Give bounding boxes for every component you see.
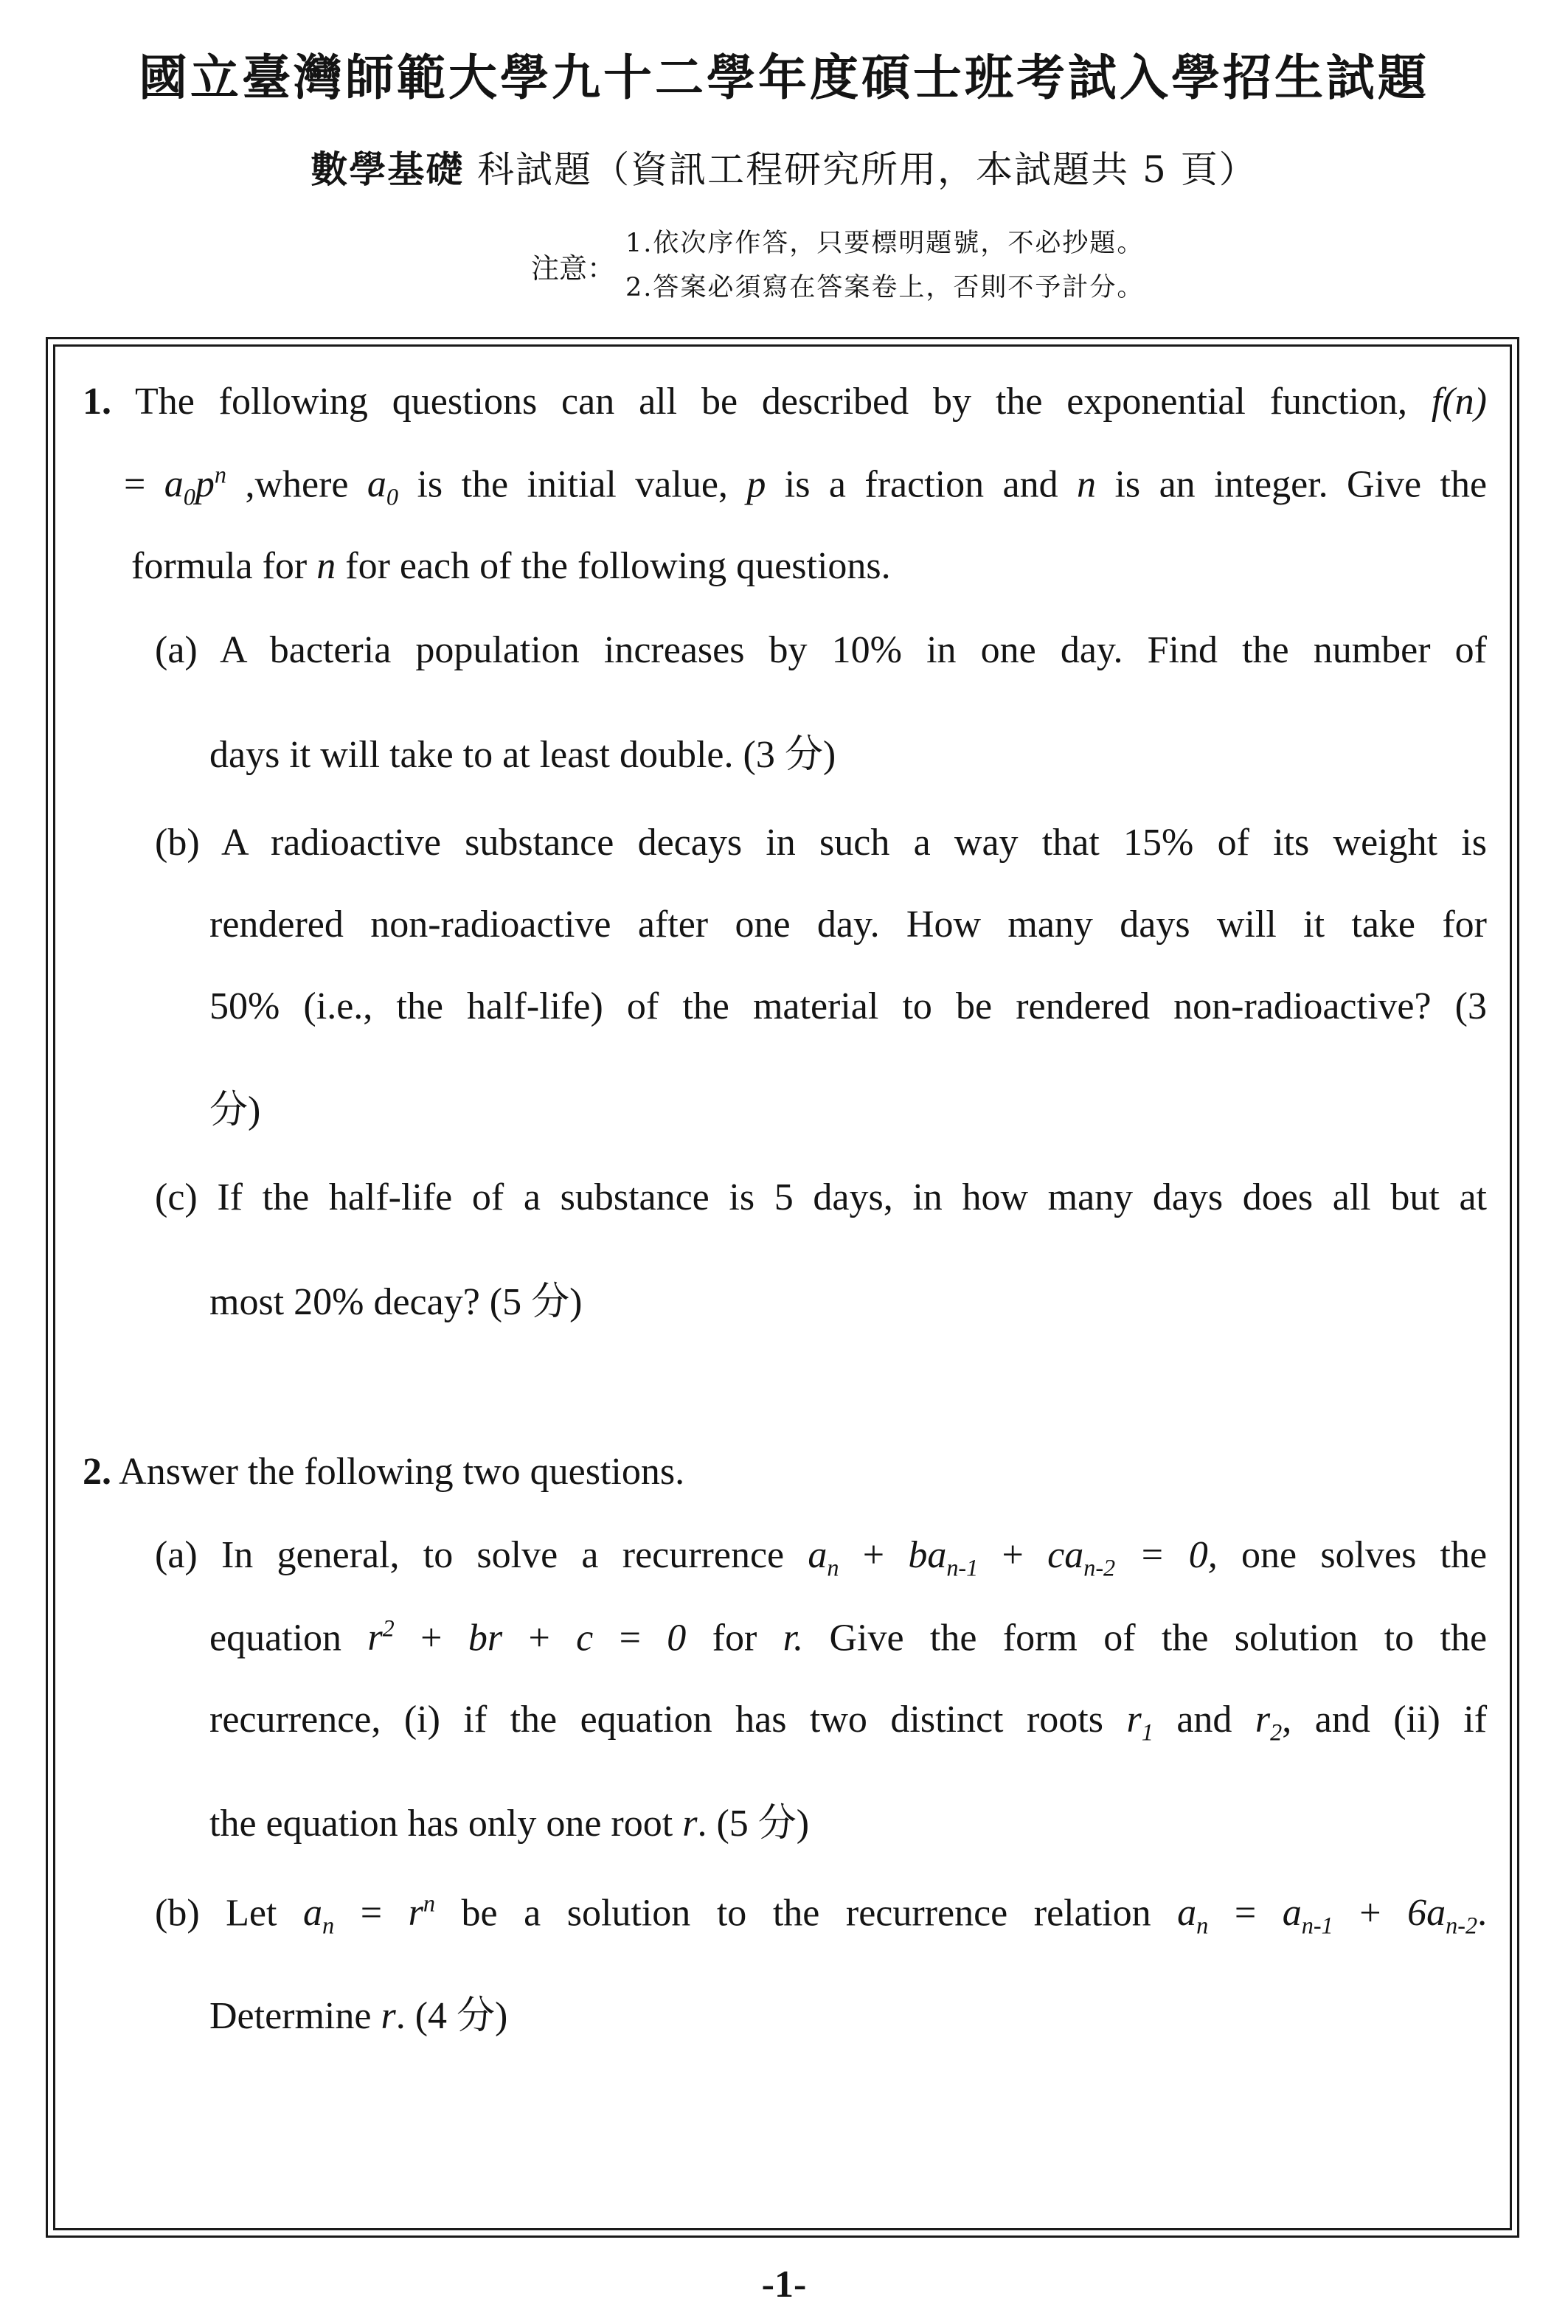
q1b-line-3: 50% (i.e., the half-life) of the material to be rendered non-radioactive? (3 <box>209 985 1487 1027</box>
equals-sign: = <box>619 1617 641 1659</box>
var-r: r <box>1126 1699 1142 1741</box>
var-p: p <box>746 463 766 506</box>
text: for <box>712 1617 757 1659</box>
notice-label: 注意： <box>531 252 616 285</box>
subscript: 0 <box>386 483 399 510</box>
text: the equation has only one root <box>209 1803 673 1845</box>
q2a-line-2 <box>209 1615 1487 1659</box>
var-a: a <box>1282 1892 1302 1935</box>
text: is an integer. Give the <box>1114 463 1488 506</box>
q1b-line-4: 分) <box>209 1089 261 1131</box>
var-br: br <box>468 1617 503 1659</box>
text: formula for <box>131 545 308 587</box>
text: equation <box>209 1617 342 1659</box>
equals-sign: = <box>360 1892 383 1935</box>
text: one solves the <box>1241 1534 1488 1576</box>
var-a: a <box>1177 1892 1197 1935</box>
equals-sign: = <box>1234 1892 1257 1935</box>
var-c: c <box>576 1617 594 1659</box>
text: , and (ii) if <box>1282 1699 1488 1741</box>
period: . <box>1477 1892 1488 1935</box>
q1-number: 1. <box>83 381 111 423</box>
superscript: 2 <box>382 1615 395 1642</box>
subscript: n-1 <box>1301 1912 1333 1939</box>
text: (a) In general, to solve a recurrence <box>155 1534 785 1576</box>
var-r: r. <box>783 1617 804 1659</box>
text: is a fraction and <box>784 463 1058 506</box>
notice-item: 2.答案必須寫在答案卷上，否則不予計分。 <box>625 273 1145 302</box>
var-p: p <box>195 463 215 506</box>
equals-sign: = <box>124 463 146 506</box>
var-a: a <box>303 1892 323 1935</box>
q1-intro: The following questions can all be described by the exponential function, <box>134 381 1408 423</box>
text: . (4 分) <box>395 1995 508 2037</box>
q1c-line-2: most 20% decay? (5 分) <box>209 1281 583 1323</box>
var-n: n <box>1077 463 1097 506</box>
subscript: n <box>1196 1912 1209 1939</box>
superscript: n <box>423 1890 435 1917</box>
subject-line <box>0 140 1568 193</box>
plus-sign: + <box>420 1617 443 1659</box>
var-r: r <box>367 1617 383 1659</box>
var-r: r <box>381 1995 396 2037</box>
q1a-line-2: days it will take to at least double. (3 分) <box>209 734 836 776</box>
q1c-line-1: (c) If the half-life of a substance is 5 days, in how many days does all but at <box>155 1176 1487 1218</box>
text: be a solution to the recurrence relation <box>461 1892 1151 1935</box>
subject-suffix: 科試題（資訊工程研究所用，本試題共 5 頁） <box>477 148 1257 191</box>
page-number: -1- <box>761 2264 807 2306</box>
q1b-line-2: rendered non-radioactive after one day. How many days will it take for <box>209 903 1487 946</box>
q1a-line-1: (a) A bacteria population increases by 10% in one day. Find the number of <box>155 629 1487 671</box>
q1b-line-1: (b) A radioactive substance decays in such a way that 15% of its weight is <box>155 822 1487 864</box>
q2a-line-4 <box>209 1791 809 1847</box>
text: and <box>1176 1699 1232 1741</box>
subscript: n-2 <box>1083 1554 1116 1581</box>
text: Give the form of the solution to the <box>829 1617 1488 1659</box>
text: Determine <box>209 1995 372 2037</box>
text: is the initial value, <box>417 463 728 506</box>
text: for each of the following questions. <box>345 545 891 587</box>
var-n: n <box>316 545 336 587</box>
plus-sign: + <box>1002 1534 1024 1576</box>
zero: 0 <box>667 1617 687 1659</box>
q1-line-2 <box>124 462 1487 511</box>
q2-intro: Answer the following two questions. <box>119 1451 685 1493</box>
plus-sign: + <box>1359 1892 1381 1935</box>
q2b-line-2 <box>209 1984 507 2039</box>
q1-function: f(n) <box>1431 381 1488 423</box>
q1-line-3 <box>131 544 891 588</box>
exam-title: 國立臺灣師範大學九十二學年度碩士班考試入學招生試題 <box>139 49 1429 106</box>
subscript: 1 <box>1141 1718 1154 1746</box>
var-r: r <box>682 1803 698 1845</box>
notice-list <box>625 221 1144 310</box>
var-ca: ca <box>1047 1534 1084 1576</box>
subject-name: 數學基礎 <box>311 148 465 191</box>
plus-sign: + <box>862 1534 885 1576</box>
var-a: a <box>367 463 386 506</box>
q1-line-1 <box>83 380 1487 423</box>
var-6a: 6a <box>1407 1892 1446 1935</box>
notice-item: 1.依次序作答，只要標明題號，不必抄題。 <box>625 229 1145 258</box>
subscript: 0 <box>183 483 195 510</box>
var-ba: ba <box>908 1534 947 1576</box>
text: . (5 分) <box>697 1803 810 1845</box>
subscript: n <box>322 1912 335 1939</box>
text: (b) Let <box>155 1892 277 1935</box>
superscript: n <box>214 462 227 488</box>
var-a: a <box>164 463 184 506</box>
text: ,where <box>245 463 349 506</box>
subscript: n-1 <box>946 1554 979 1581</box>
subscript: 2 <box>1270 1718 1283 1746</box>
var-r: r <box>408 1892 423 1935</box>
q2-number: 2. <box>83 1451 111 1493</box>
q2a-line-1 <box>155 1533 1487 1581</box>
subscript: n <box>827 1554 839 1581</box>
notice-block <box>531 221 1144 310</box>
q2a-line-3 <box>209 1698 1487 1746</box>
plus-sign: + <box>528 1617 550 1659</box>
text: recurrence, (i) if the equation has two distinct roots <box>209 1699 1103 1741</box>
var-r: r <box>1255 1699 1271 1741</box>
subscript: n-2 <box>1446 1912 1478 1939</box>
equals-zero: = 0, <box>1139 1534 1218 1576</box>
q2b-line-1 <box>155 1890 1487 1940</box>
q2-line-1 <box>83 1450 684 1494</box>
var-a: a <box>808 1534 828 1576</box>
